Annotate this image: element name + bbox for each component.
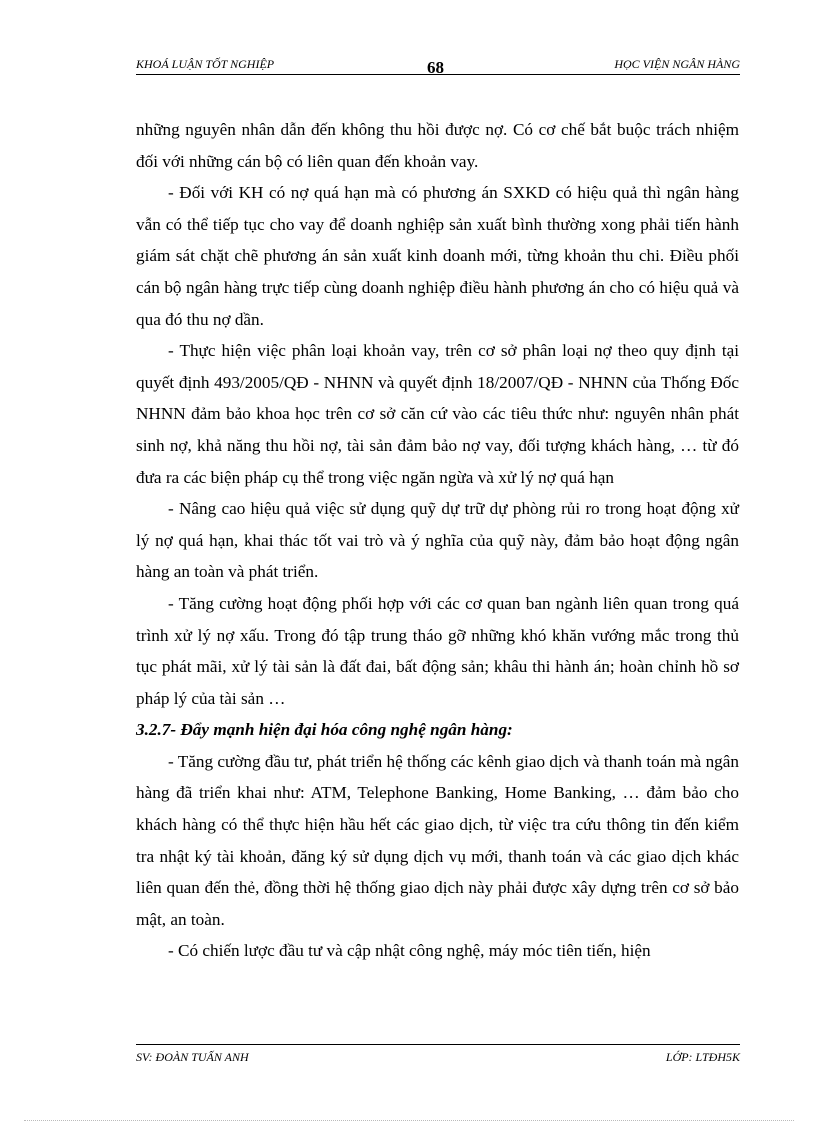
paragraph-4: - Nâng cao hiệu quả việc sử dụng quỹ dự trữ dự phòng rủi ro trong hoạt động xử lý nợ quá hạn, khai thác tốt vai trò và ý nghĩa của quỹ này, đảm bảo hoạt động ngân hàng an toàn và phát triển. bbox=[136, 499, 739, 582]
paragraph-6: - Tăng cường đầu tư, phát triển hệ thống các kênh giao dịch và thanh toán mà ngân hàng đã triển khai như: ATM, Telephone Banking, Home Banking, … đảm bảo cho khách hàng có thể thực hiện hầu hết các giao dịch, từ việc tra cứu thông tin đến kiểm tra nhật ký tài khoản, đăng ký sử dụng dịch vụ mới, thanh toán và các giao dịch khác liên quan đến thẻ, đồng thời hệ thống giao dịch này phải được xây dựng trên cơ sở bảo mật, an toàn. bbox=[136, 751, 739, 929]
footer-student-name: SV: ĐOÀN TUẤN ANH bbox=[136, 1050, 249, 1064]
paragraph-7: - Có chiến lược đầu tư và cập nhật công nghệ, máy móc tiên tiến, hiện bbox=[168, 941, 651, 961]
section-heading: 3.2.7- Đẩy mạnh hiện đại hóa công nghệ ngân hàng: bbox=[136, 720, 513, 740]
paragraph-1: những nguyên nhân dẫn đến không thu hồi được nợ. Có cơ chế bắt buộc trách nhiệm đối với những cán bộ có liên quan đến khoản vay. bbox=[136, 120, 739, 171]
page-bottom-divider bbox=[24, 1120, 794, 1121]
header-institution-label: HỌC VIỆN NGÂN HÀNG bbox=[614, 57, 740, 71]
header-thesis-label: KHOÁ LUẬN TỐT NGHIỆP bbox=[136, 57, 275, 71]
paragraph-5: - Tăng cường hoạt động phối hợp với các cơ quan ban ngành liên quan trong quá trình xử lý nợ xấu. Trong đó tập trung tháo gỡ những khó khăn vướng mắc trong thủ tục phát mãi, xử lý tài sản là đất đai, bất động sản; khâu thi hành án; hoàn chỉnh hồ sơ pháp lý của tài sản … bbox=[136, 593, 739, 708]
page-header bbox=[136, 52, 740, 75]
page-body bbox=[136, 114, 739, 967]
paragraph-2: - Đối với KH có nợ quá hạn mà có phương án SXKD có hiệu quả thì ngân hàng vẫn có thể tiếp tục cho vay để doanh nghiệp sản xuất bình thường xong phải tiến hành giám sát chặt chẽ phương án sản xuất kinh doanh mới, từng khoản thu chi. Điều phối cán bộ ngân hàng trực tiếp cùng doanh nghiệp điều hành phương án cho có hiệu quả và qua đó thu nợ dần. bbox=[136, 183, 739, 329]
paragraph-3: - Thực hiện việc phân loại khoản vay, trên cơ sở phân loại nợ theo quy định tại quyết định 493/2005/QĐ - NHNN và quyết định 18/2007/QĐ - NHNN của Thống Đốc NHNN đảm bảo khoa học trên cơ sở căn cứ vào các tiêu thức như: nguyên nhân phát sinh nợ, khả năng thu hồi nợ, tài sản đảm bảo nợ vay, đối tượng khách hàng, … từ đó đưa ra các biện pháp cụ thể trong việc ngăn ngừa và xử lý nợ quá hạn bbox=[136, 341, 739, 487]
footer-class-label: LỚP: LTĐH5K bbox=[665, 1050, 740, 1064]
page-number: 68 bbox=[427, 58, 444, 77]
page-footer bbox=[136, 1044, 740, 1064]
